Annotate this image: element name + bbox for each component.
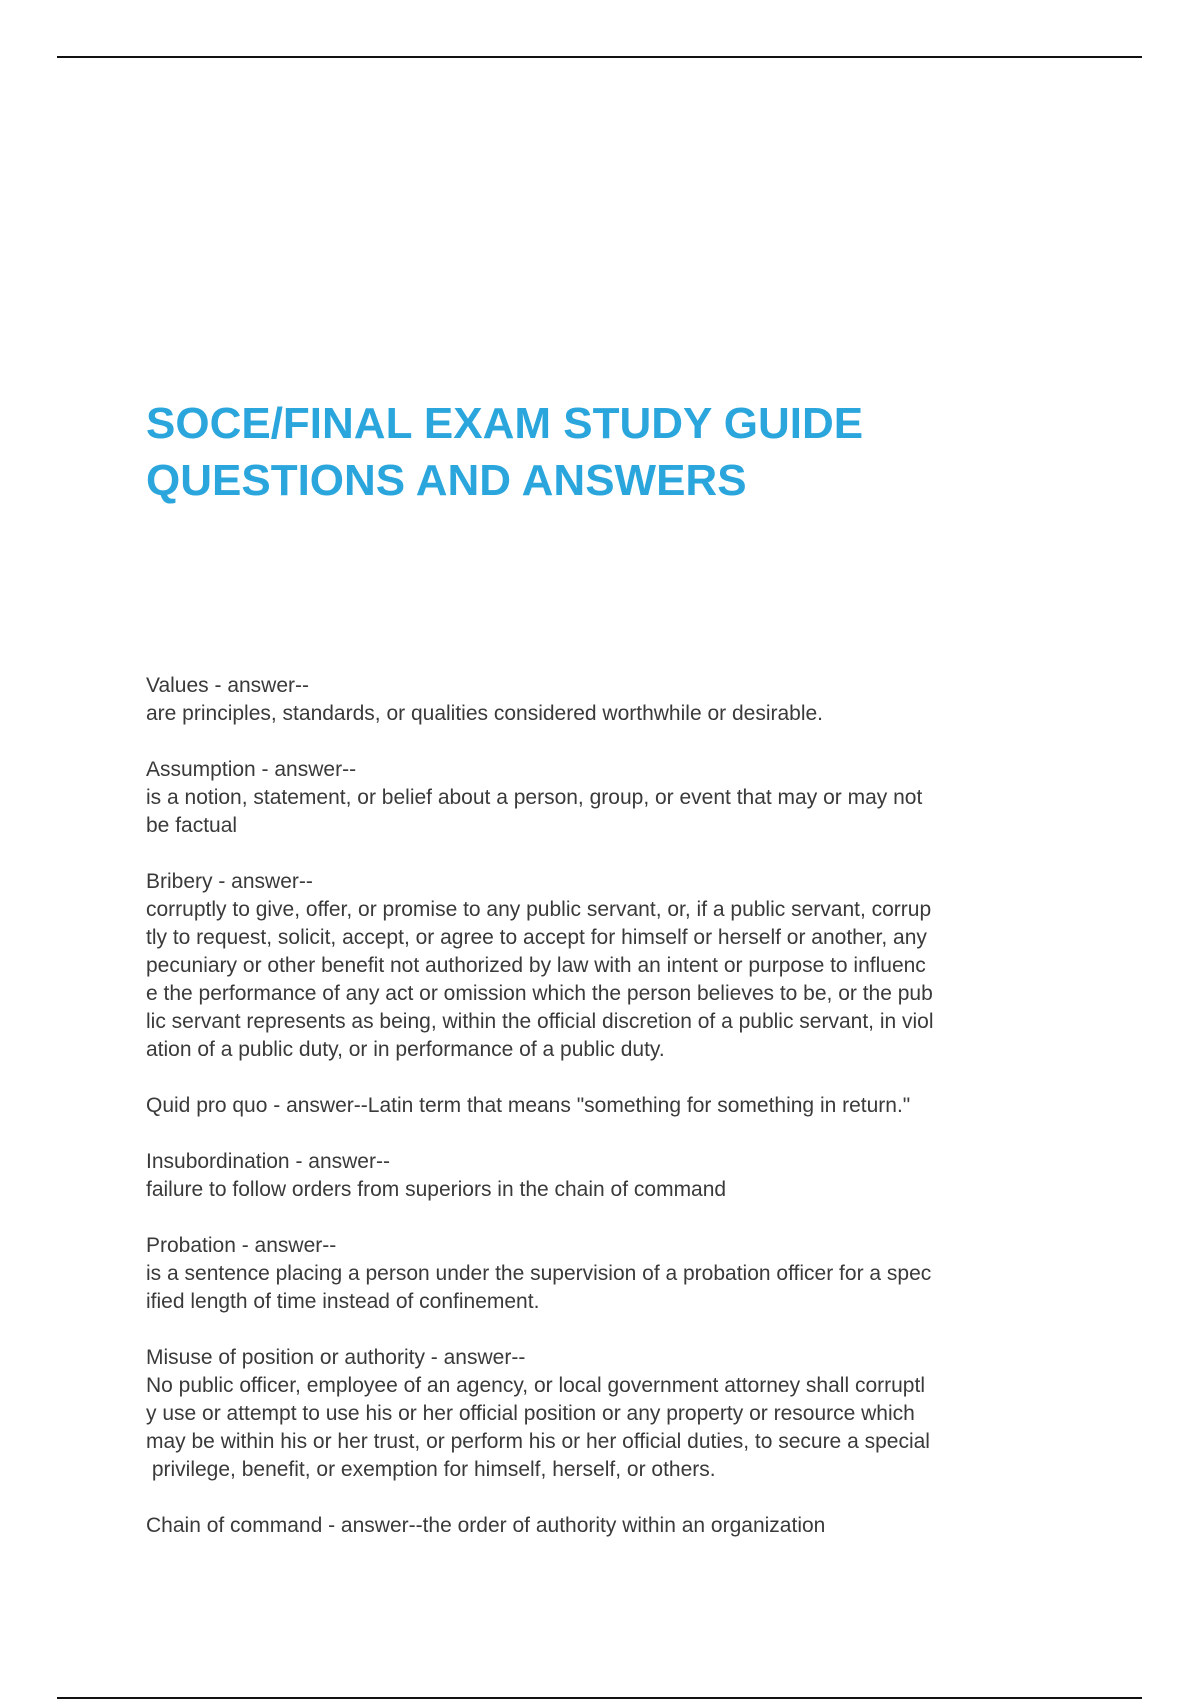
qa-entry-chain-of-command [146, 1512, 1066, 1540]
entry-term-line: Values - answer-- [146, 674, 309, 697]
title-line-1: SOCE/FINAL EXAM STUDY GUIDE [146, 399, 864, 448]
entry-term-line: Chain of command - answer--the order of authority within an organization [146, 1514, 826, 1537]
qa-entry-assumption [146, 756, 1066, 840]
qa-entry-values [146, 672, 1066, 728]
entry-term-line: Probation - answer-- [146, 1234, 337, 1257]
entry-answer-line: may be within his or her trust, or perform his or her official duties, to secure a special [146, 1430, 930, 1453]
entry-answer-line: pecuniary or other benefit not authorized by law with an intent or purpose to influenc [146, 954, 926, 977]
entry-term-line: Bribery - answer-- [146, 870, 313, 893]
entry-term-line: Misuse of position or authority - answer-- [146, 1346, 526, 1369]
qa-entry-quid-pro-quo [146, 1092, 1066, 1120]
entry-answer-line: is a sentence placing a person under the supervision of a probation officer for a spec [146, 1262, 932, 1285]
title-line-2: QUESTIONS AND ANSWERS [146, 456, 747, 505]
entry-answer-line: y use or attempt to use his or her official position or any property or resource which [146, 1402, 915, 1425]
entry-answer-line: be factual [146, 814, 238, 837]
entry-answer-line: are principles, standards, or qualities considered worthwhile or desirable. [146, 702, 824, 725]
entry-term-line: Assumption - answer-- [146, 758, 357, 781]
qa-entry-bribery [146, 868, 1066, 1064]
entry-answer-line: is a notion, statement, or belief about a person, group, or event that may or may not [146, 786, 923, 809]
entry-answer-line: ation of a public duty, or in performance of a public duty. [146, 1038, 665, 1061]
entry-answer-line: lic servant represents as being, within the official discretion of a public servant, in viol [146, 1010, 934, 1033]
entry-answer-line: privilege, benefit, or exemption for himself, herself, or others. [146, 1458, 716, 1481]
entry-answer-line: No public officer, employee of an agency, or local government attorney shall corruptl [146, 1374, 925, 1397]
entry-answer-line: ified length of time instead of confinement. [146, 1290, 540, 1313]
qa-entry-insubordination [146, 1148, 1066, 1204]
entry-answer-line: tly to request, solicit, accept, or agree to accept for himself or herself or another, any [146, 926, 927, 949]
document-title [146, 395, 863, 509]
qa-list [146, 672, 1066, 1568]
entry-answer-line: corruptly to give, offer, or promise to any public servant, or, if a public servant, corrup [146, 898, 932, 921]
footer-rule [57, 1697, 1142, 1699]
entry-answer-line: failure to follow orders from superiors in the chain of command [146, 1178, 727, 1201]
qa-entry-probation [146, 1232, 1066, 1316]
entry-term-line: Quid pro quo - answer--Latin term that means "something for something in return." [146, 1094, 911, 1117]
entry-term-line: Insubordination - answer-- [146, 1150, 390, 1173]
header-rule [57, 56, 1142, 58]
entry-answer-line: e the performance of any act or omission which the person believes to be, or the pub [146, 982, 933, 1005]
qa-entry-misuse-of-position [146, 1344, 1066, 1484]
